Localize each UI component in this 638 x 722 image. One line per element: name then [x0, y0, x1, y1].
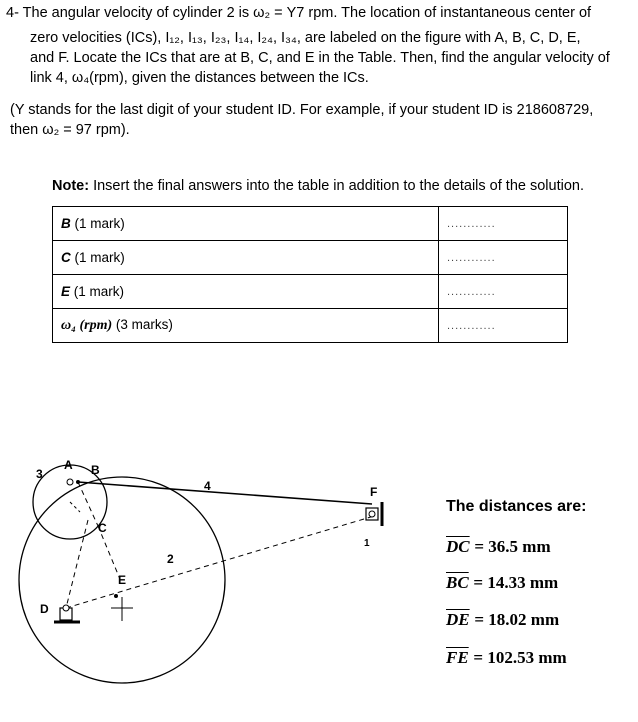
- distances-title: The distances are:: [446, 498, 587, 515]
- pivot-B: [76, 480, 80, 484]
- label-D: D: [40, 602, 49, 616]
- label-link4: 4: [204, 479, 211, 493]
- distance-label: $\overline{DC}$: [446, 537, 470, 556]
- pivot-A: [67, 479, 73, 485]
- distance-label: $\overline{FE}$: [446, 648, 469, 667]
- link-4: [78, 482, 372, 504]
- distance-value: = 102.53 mm: [473, 648, 567, 667]
- table-row: [53, 207, 568, 241]
- distance-label: $\overline{BC}$: [446, 573, 469, 592]
- note-label: Note:: [52, 178, 90, 194]
- construction-line-DC: [66, 520, 88, 608]
- row-label: C: [61, 250, 71, 265]
- row-marks: (3 marks): [112, 317, 173, 332]
- distance-item: [446, 573, 558, 593]
- row-label-cell: [53, 241, 439, 275]
- distance-label: $\overline{DE}$: [446, 610, 470, 629]
- table-row: [53, 275, 568, 309]
- label-F: F: [370, 485, 378, 499]
- construction-line-DF: [66, 516, 374, 608]
- distance-item: [446, 537, 551, 557]
- y-note-line-2: then ω₂ = 97 rpm).: [10, 122, 130, 138]
- answer-cell[interactable]: ............: [439, 275, 568, 309]
- ground-D: [54, 605, 80, 622]
- label-link3: 3: [36, 467, 43, 481]
- label-C: C: [98, 521, 107, 535]
- distance-value: = 18.02 mm: [474, 610, 560, 629]
- label-E: E: [118, 573, 127, 587]
- table-row: [53, 241, 568, 275]
- distance-item: [446, 610, 559, 630]
- label-link2: 2: [167, 552, 174, 566]
- mechanism-figure: [0, 420, 440, 720]
- y-note-line-1: (Y stands for the last digit of your student ID. For example, if your student ID is 218608729,: [10, 102, 594, 118]
- label-link1: 1: [364, 538, 370, 549]
- distance-value: = 14.33 mm: [473, 573, 559, 592]
- label-A: A: [64, 458, 73, 472]
- answer-cell[interactable]: ............: [439, 241, 568, 275]
- row-label-cell: [53, 309, 439, 343]
- pivot-E: [114, 594, 118, 598]
- problem-line-4: link 4, ω₄(rpm), given the distances between the ICs.: [30, 70, 369, 86]
- table-note: [52, 178, 584, 194]
- row-label: ω₄ (rpm): [61, 318, 113, 333]
- note-text: Insert the final answers into the table in addition to the details of the solution.: [89, 178, 584, 194]
- ground-F: [366, 502, 382, 526]
- row-label-cell: [53, 207, 439, 241]
- distance-item: [446, 648, 567, 668]
- answer-cell[interactable]: ............: [439, 309, 568, 343]
- row-label: E: [61, 284, 71, 299]
- row-marks: (1 mark): [70, 216, 125, 231]
- row-label: B: [61, 216, 71, 231]
- row-marks: (1 mark): [70, 284, 125, 299]
- problem-line-3: and F. Locate the ICs that are at B, C, and E in the Table. Then, find the angular velocity of: [30, 50, 610, 66]
- answer-table: [52, 206, 568, 343]
- problem-line-1: 4- The angular velocity of cylinder 2 is ω₂ = Y7 rpm. The location of instantaneous center of: [6, 5, 592, 21]
- label-B: B: [91, 463, 100, 477]
- row-label-cell: [53, 275, 439, 309]
- table-row: [53, 309, 568, 343]
- answer-cell[interactable]: ............: [439, 207, 568, 241]
- construction-line-BC: [78, 482, 98, 526]
- construction-line-3: [70, 502, 80, 512]
- distance-value: = 36.5 mm: [474, 537, 551, 556]
- row-marks: (1 mark): [70, 250, 125, 265]
- problem-line-2: zero velocities (ICs), I₁₂, I₁₃, I₂₃, I₁₄, I₂₄, I₃₄, are labeled on the figure with A, B, C, D, E,: [30, 30, 581, 46]
